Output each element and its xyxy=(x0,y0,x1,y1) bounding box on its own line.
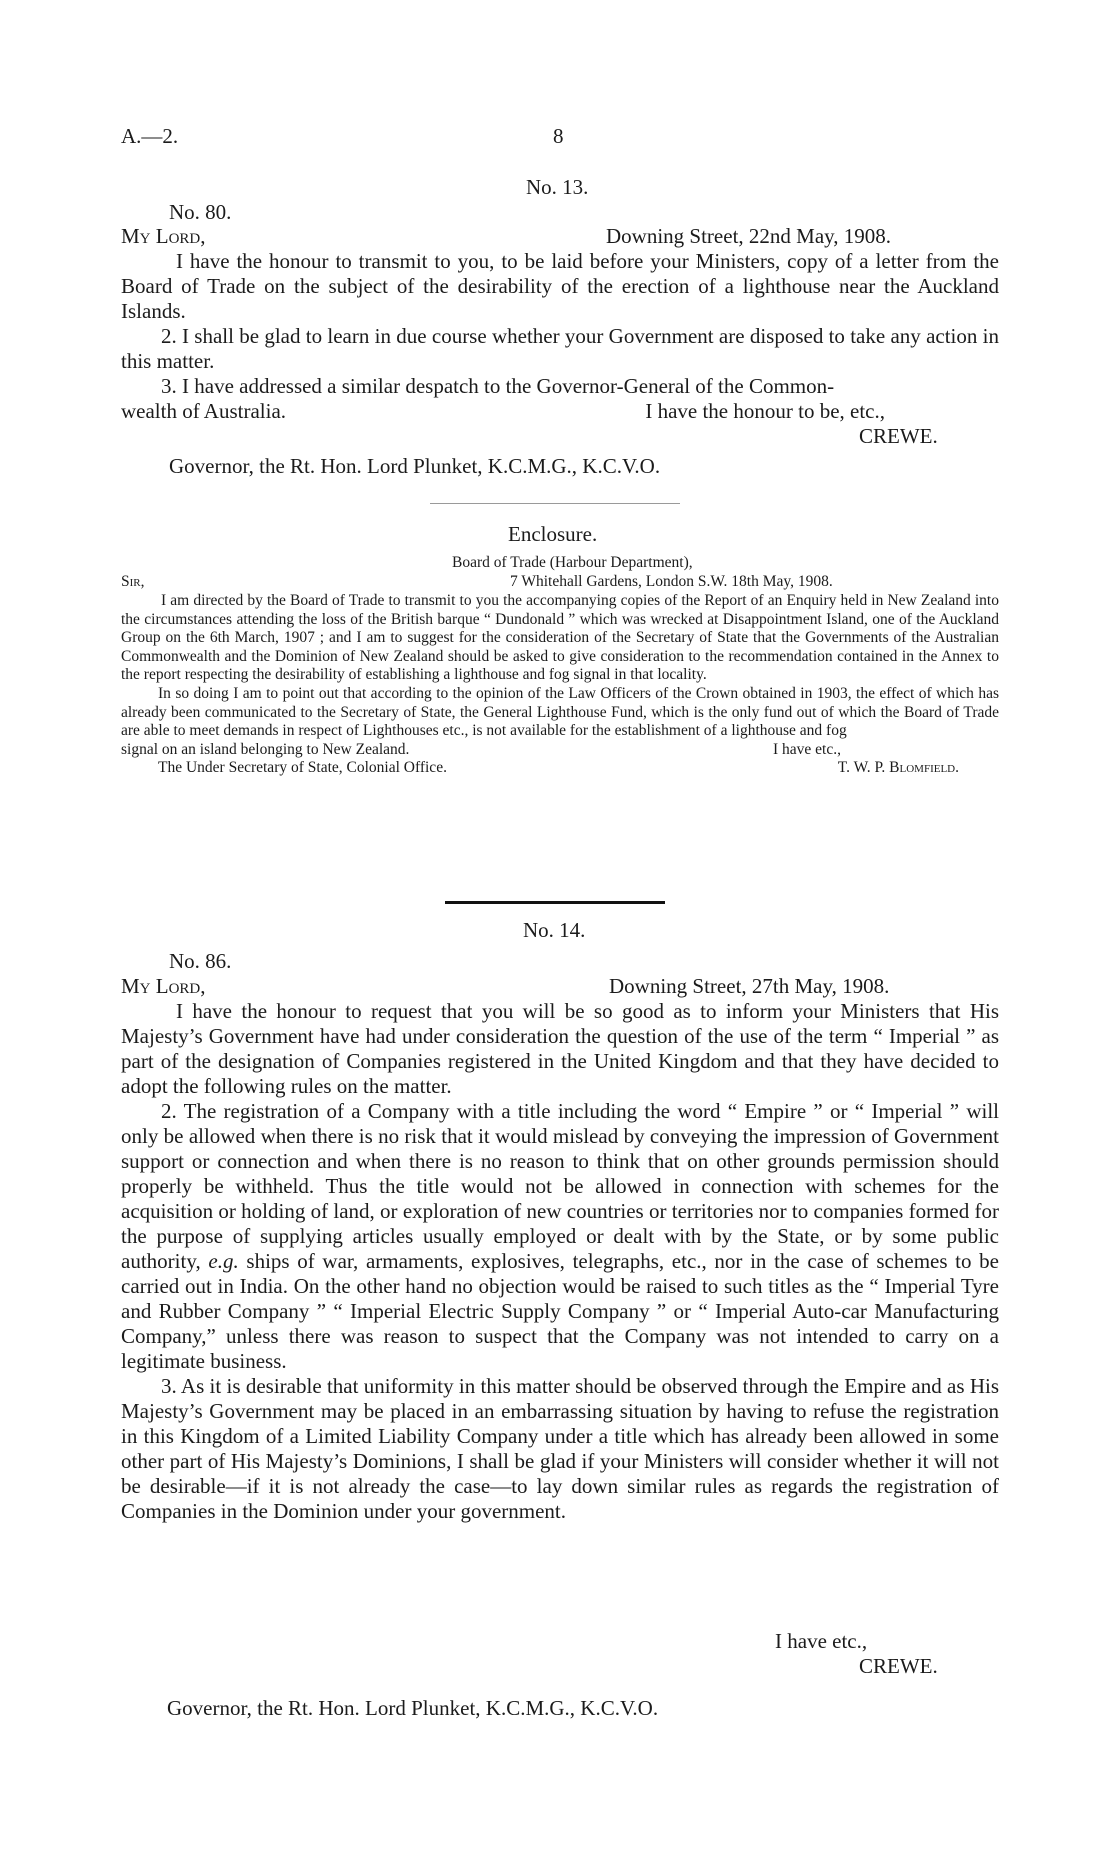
no14-heading: No. 14. xyxy=(523,918,586,942)
no14-salutation: My Lord, xyxy=(121,974,206,998)
no13-paragraph-3-tail: wealth of Australia. xyxy=(121,399,287,423)
enclosure-salutation: Sir, xyxy=(121,573,145,590)
no13-addressee: Governor, the Rt. Hon. Lord Plunket, K.C.M.G., K.C.V.O. xyxy=(169,454,661,478)
enclosure-paragraph-1: I am directed by the Board of Trade to transmit to you the accompanying copies of the Report of an Enquiry held in New Zealand into the circumstances attending the loss of the British barque “ Dundonald ” which was wrecked at Disappointment Island, one of the Auckland Group on the 6th March, 1907 ; and I am to suggest for the consideration of the Secretary of State that the Governments of the Australian Commonwealth and the Dominion of New Zealand should be asked to give consideration to the recommendation contained in the Annex to the report respecting the desirability of establishing a lighthouse and fog signal in that locality. xyxy=(121,592,999,684)
no14-paragraph-2-start: 2. The registration of a Company with a title including the word “ Empire ” or “ Imperial ” will only be allowed when there is no risk that it would mislead by conveying the impression of Government support or connection and when there is no reason to think that on other grounds permission should properly be withheld. Thus the title would not be allowed in connection with schemes for the acquisition or holding of land, or exploration of new countries or territories nor to companies formed for the purpose of supplying articles usually employed or dealt with by the State, or by some public authority, xyxy=(121,1099,999,1273)
document-reference: A.—2. xyxy=(121,124,179,148)
enclosure-paragraph-2-tail: signal on an island belonging to New Zealand. xyxy=(121,740,410,758)
no14-closing: I have etc., xyxy=(775,1629,868,1653)
no13-closing: I have the honour to be, etc., xyxy=(645,399,885,423)
no13-paragraph-2: 2. I shall be glad to learn in due course whether your Government are disposed to take any action in this matter. xyxy=(121,324,999,373)
enclosure-signature: T. W. P. Blomfield. xyxy=(837,759,959,777)
no13-body xyxy=(121,249,999,424)
no13-signature: CREWE. xyxy=(859,424,938,448)
no14-paragraph-2-end: ships of war, armaments, explosives, telegraphs, etc., nor in the case of schemes to be carried out in India. On the other hand no objection would be raised to such titles as the “ Imperial Tyre and Rubber Company ” “ Imperial Electric Supply Company ” or “ Imperial Auto-car Manufacturing Company,” unless there was reason to suspect that the Company was not intended to carry on a legitimate business. xyxy=(121,1249,1000,1373)
no14-paragraph-1: I have the honour to request that you will be so good as to inform your Ministers that His Majesty’s Government have had under consideration the question of the use of the term “ Imperial ” as part of the designation of Companies registered in the United Kingdom and that they have decided to adopt the following rules on the matter. xyxy=(121,999,999,1098)
section-rule xyxy=(445,901,665,904)
no13-salutation: My Lord, xyxy=(121,224,206,248)
enclosure-paragraph-2: In so doing I am to point out that according to the opinion of the Law Officers of the Crown obtained in 1903, the effect of which has already been communicated to the Secretary of State, the General Lighthouse Fund, which is the only fund out of which the Board of Trade are able to meet demands in respect of Lighthouses etc., is not available for the establishment of a lighthouse and fog xyxy=(121,684,999,740)
no13-place-date: Downing Street, 22nd May, 1908. xyxy=(606,224,892,248)
no14-addressee: Governor, the Rt. Hon. Lord Plunket, K.C.M.G., K.C.V.O. xyxy=(167,1696,659,1720)
no13-despatch-number: No. 80. xyxy=(169,200,232,224)
enclosure-footer xyxy=(121,759,999,778)
enclosure-from-line-1: Board of Trade (Harbour Department), xyxy=(452,554,693,571)
enclosure-paragraph-2-end xyxy=(121,741,999,760)
page-number: 8 xyxy=(553,124,564,148)
no13-paragraph-3: 3. I have addressed a similar despatch to the Governor-General of the Common- xyxy=(161,374,835,398)
enclosure-from-line-2: 7 Whitehall Gardens, London S.W. 18th May, 1908. xyxy=(510,573,833,590)
enclosure-heading: Enclosure. xyxy=(508,522,598,546)
no13-paragraph-3-end xyxy=(121,399,999,424)
enclosure-closing: I have etc., xyxy=(773,740,841,758)
enclosure-addressee: The Under Secretary of State, Colonial Office. xyxy=(158,759,447,777)
no14-paragraph-2 xyxy=(121,1099,999,1374)
no14-body xyxy=(121,999,999,1524)
no14-paragraph-3: 3. As it is desirable that uniformity in this matter should be observed through the Empire and as His Majesty’s Government may be placed in an embarrassing situation by having to refuse the registration in this Kingdom of a Limited Liability Company under a title which has already been allowed in some other part of His Majesty’s Dominions, I shall be glad if your Ministers will consider whether it will not be desirable—if it is not already the case—to lay down similar rules as regards the registration of Companies in the Dominion under your government. xyxy=(121,1374,999,1523)
no14-paragraph-2-eg: e.g. xyxy=(208,1249,239,1273)
no14-place-date: Downing Street, 27th May, 1908. xyxy=(609,974,890,998)
section-divider xyxy=(430,503,680,504)
no14-signature: CREWE. xyxy=(859,1654,938,1678)
no13-paragraph-1: I have the honour to transmit to you, to be laid before your Ministers, copy of a letter from the Board of Trade on the subject of the desirability of the erection of a lighthouse near the Auckland Islands. xyxy=(121,249,999,323)
no14-despatch-number: No. 86. xyxy=(169,949,232,973)
no13-heading: No. 13. xyxy=(526,175,589,199)
enclosure-body xyxy=(121,592,999,778)
